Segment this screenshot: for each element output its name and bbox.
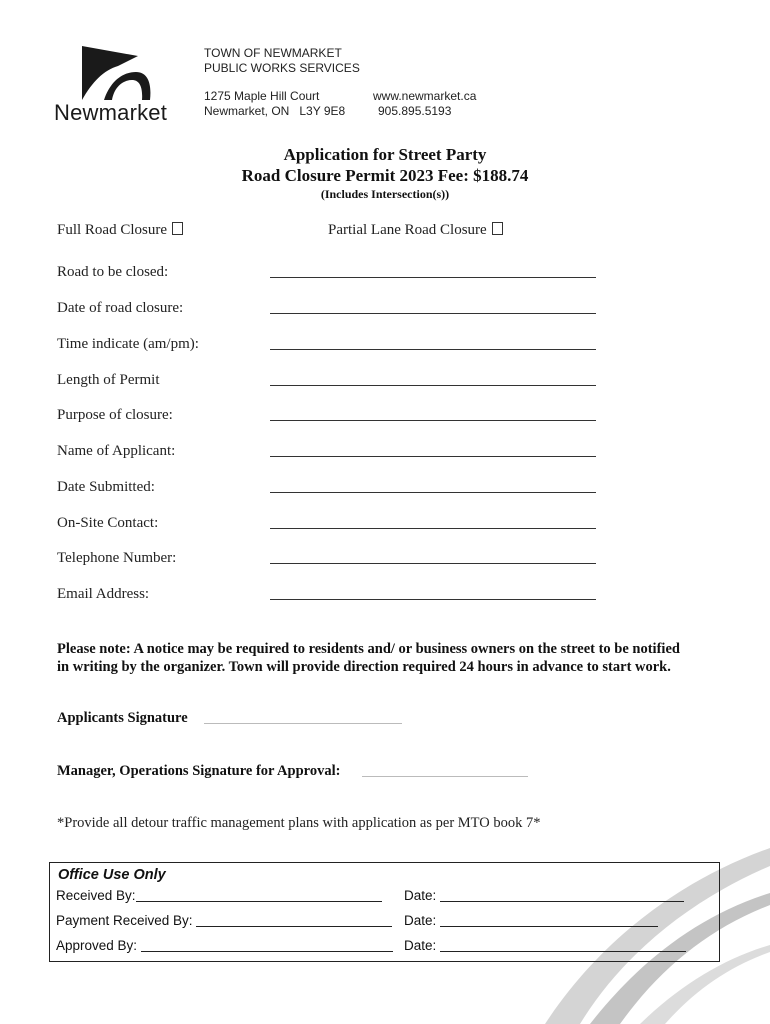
approved-date-field[interactable] xyxy=(440,939,686,952)
received-date-field[interactable] xyxy=(440,889,684,902)
partial-closure-checkbox[interactable] xyxy=(492,222,503,235)
date-label: Date of road closure: xyxy=(57,300,184,316)
approved-by-row xyxy=(56,938,393,953)
payment-date-label: Date: xyxy=(404,913,437,928)
form-title-fee: Road Closure Permit 2023 Fee: $188.74 xyxy=(241,166,529,185)
payment-received-field[interactable] xyxy=(196,914,392,927)
partial-closure-label: Partial Lane Road Closure xyxy=(328,222,487,238)
time-label: Time indicate (am/pm): xyxy=(57,336,199,352)
telephone-input[interactable] xyxy=(270,563,596,564)
manager-signature-label: Manager, Operations Signature for Approval: xyxy=(57,763,341,779)
purpose-label: Purpose of closure: xyxy=(57,407,173,423)
purpose-input[interactable] xyxy=(270,420,596,421)
applicant-signature-field[interactable] xyxy=(204,723,402,724)
approved-by-label: Approved By: xyxy=(56,938,138,953)
detour-note: *Provide all detour traffic management plans with application as per MTO book 7* xyxy=(57,815,541,831)
received-date-label: Date: xyxy=(404,888,437,903)
full-closure-checkbox[interactable] xyxy=(172,222,183,235)
address-line-2: Newmarket, ON L3Y 9E8 xyxy=(204,104,346,118)
received-by-field[interactable] xyxy=(136,889,382,902)
notice-line-1: Please note: A notice may be required to residents and/ or business owners on the street to be notified xyxy=(57,641,680,657)
email-label: Email Address: xyxy=(57,586,150,602)
telephone-label: Telephone Number: xyxy=(57,550,177,566)
org-department: PUBLIC WORKS SERVICES xyxy=(204,61,360,75)
website-link[interactable]: www.newmarket.ca xyxy=(373,89,477,103)
received-date-row xyxy=(404,888,684,903)
notice-line-2: in writing by the organizer. Town will provide direction required 24 hours in advance to start work. xyxy=(57,659,671,675)
applicant-name-input[interactable] xyxy=(270,456,596,457)
full-closure-option[interactable] xyxy=(57,222,183,239)
length-label: Length of Permit xyxy=(57,372,160,388)
payment-date-row xyxy=(404,913,658,928)
road-label: Road to be closed: xyxy=(57,264,169,280)
approved-date-row xyxy=(404,938,686,953)
form-title: Application for Street Party xyxy=(283,145,487,164)
date-submitted-label: Date Submitted: xyxy=(57,479,155,495)
approved-date-label: Date: xyxy=(404,938,437,953)
applicant-name-label: Name of Applicant: xyxy=(57,443,176,459)
form-subtitle: (Includes Intersection(s)) xyxy=(320,187,450,201)
payment-received-row xyxy=(56,913,392,928)
address-line-1: 1275 Maple Hill Court xyxy=(204,89,320,103)
date-submitted-input[interactable] xyxy=(270,492,596,493)
time-input[interactable] xyxy=(270,349,596,350)
received-by-label: Received By: xyxy=(56,888,136,903)
length-input[interactable] xyxy=(270,385,596,386)
onsite-contact-input[interactable] xyxy=(270,528,596,529)
full-closure-label: Full Road Closure xyxy=(57,222,168,238)
applicant-signature-label: Applicants Signature xyxy=(57,710,188,726)
partial-closure-option[interactable] xyxy=(328,222,503,239)
office-use-box xyxy=(49,862,720,962)
received-by-row xyxy=(56,888,382,903)
onsite-contact-label: On-Site Contact: xyxy=(57,515,159,531)
phone-number: 905.895.5193 xyxy=(378,104,452,118)
payment-received-label: Payment Received By: xyxy=(56,913,193,928)
org-name: TOWN OF NEWMARKET xyxy=(204,46,342,60)
payment-date-field[interactable] xyxy=(440,914,658,927)
manager-signature-field[interactable] xyxy=(362,776,528,777)
approved-by-field[interactable] xyxy=(141,939,393,952)
logo-wordmark: Newmarket xyxy=(54,100,168,125)
date-input[interactable] xyxy=(270,313,596,314)
email-input[interactable] xyxy=(270,599,596,600)
office-use-title: Office Use Only xyxy=(58,867,166,883)
road-input[interactable] xyxy=(270,277,596,278)
